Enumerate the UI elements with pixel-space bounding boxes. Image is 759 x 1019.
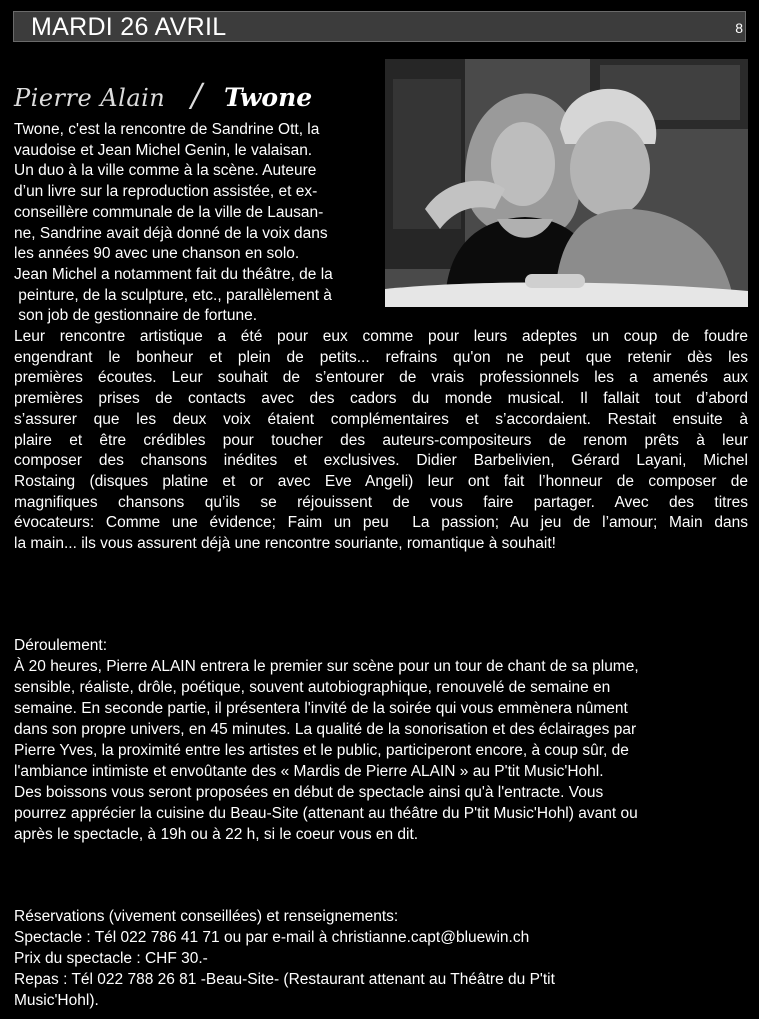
article-title: [14, 76, 384, 118]
body-line: magnifiques chansons qu’ils se réjouissent de vous faire partager. Avec des titres: [14, 493, 748, 511]
body-line: Leur rencontre artistique a été pour eux comme pour leurs adeptes un coup de foudre: [14, 328, 748, 345]
program-line: pourrez apprécier la cuisine du Beau-Site (attenant au théâtre du P'tit Music'Hohl) avant ou: [14, 805, 638, 822]
body-line: premières écoutes. Leur souhait de s’entourer de vrais professionnels les a amenés aux: [14, 369, 748, 387]
man-face: [570, 121, 650, 217]
program-line: Pierre Yves, la proximité entre les artistes et le public, participeront encore, à coup sûr, de: [14, 742, 629, 759]
reservations-line: Repas : Tél 022 788 26 81 -Beau-Site- (Restaurant attenant au Théâtre du P'tit: [14, 971, 555, 988]
intro-line: les années 90 avec une chanson en solo.: [14, 245, 300, 263]
title-name: Pierre Alain: [14, 84, 166, 112]
body-line: premières prises de contacts avec des cadors du monde musical. Il fallait tout d’abord: [14, 390, 748, 408]
page-number: 8: [735, 20, 743, 36]
intro-line: Twone, c'est la rencontre de Sandrine Ott, la: [14, 121, 320, 138]
body-line: engendrant le bonheur et plein de petits... refrains qu'on ne peut que retenir dès les: [14, 348, 748, 366]
reservations-line: Prix du spectacle : CHF 30.-: [14, 950, 208, 967]
reservations-line: Music'Hohl).: [14, 992, 99, 1009]
photo-illustration: [385, 59, 748, 307]
duo-portrait-photo: [385, 59, 748, 307]
intro-line: vaudoise et Jean Michel Genin, le valaisan.: [14, 141, 313, 159]
body-line: s’assurer que les deux voix étaient complémentaires et s’accordaient. Restait ensuite à: [14, 410, 748, 428]
intro-line: son job de gestionnaire de fortune.: [14, 307, 258, 325]
program-line: semaine. En seconde partie, il présentera l'invité de la soirée qui vous emmènera nûment: [14, 700, 628, 717]
intro-line: ne, Sandrine avait déjà donné de la voix dans: [14, 224, 328, 242]
header-date: MARDI 26 AVRIL: [31, 13, 227, 41]
intro-line: d’un livre sur la reproduction assistée, et ex-: [14, 183, 318, 201]
title-separator: /: [191, 76, 203, 114]
intro-line: peinture, de la sculpture, etc., parallèlement à: [14, 286, 332, 304]
reservations-line: Spectacle : Tél 022 786 41 71 ou par e-mail à christianne.capt@bluewin.ch: [14, 929, 530, 946]
body-line: la main... ils vous assurent déjà une rencontre souriante, romantique à souhait!: [14, 535, 556, 552]
intro-line: Jean Michel a notamment fait du théâtre, de la: [14, 265, 333, 283]
reservations-heading: Réservations (vivement conseillées) et renseignements:: [14, 908, 399, 925]
program-line: après le spectacle, à 19h ou à 22 h, si le coeur vous en dit.: [14, 826, 419, 843]
program-line: l'ambiance intimiste et envoûtante des « Mardis de Pierre ALAIN » au P'tit Music'Hohl.: [14, 763, 604, 780]
program-line: Des boissons vous seront proposées en début de spectacle ainsi qu'à l'entracte. Vous: [14, 784, 604, 801]
program-line: À 20 heures, Pierre ALAIN entrera le premier sur scène pour un tour de chant de sa plume,: [14, 658, 639, 675]
intro-line: Un duo à la ville comme à la scène. Auteure: [14, 162, 317, 180]
program-heading: Déroulement:: [14, 637, 108, 654]
program-line: sensible, réaliste, drôle, poétique, souvent autobiographique, renouvelé de semaine en: [14, 679, 611, 696]
program-line: dans son propre univers, en 45 minutes. La qualité de la sonorisation et des éclairages par: [14, 721, 637, 738]
intro-line: conseillère communale de la ville de Lausan-: [14, 203, 324, 221]
body-line: évocateurs: Comme une évidence; Faim un peu La passion; Au jeu de l’amour; Main dans: [14, 514, 748, 532]
body-line: composer des chansons inédites et exclusives. Didier Barbelivien, Gérard Layani, Michel: [14, 452, 748, 470]
body-line: plaire et être crédibles pour toucher des auteurs-compositeurs de renom prêts à leur: [14, 431, 748, 449]
body-line: Rostaing (disques platine et or avec Eve Angeli) leur ont fait l’honneur de composer de: [14, 472, 748, 490]
header-bar: [13, 11, 746, 42]
title-artist: Twone: [224, 83, 313, 112]
